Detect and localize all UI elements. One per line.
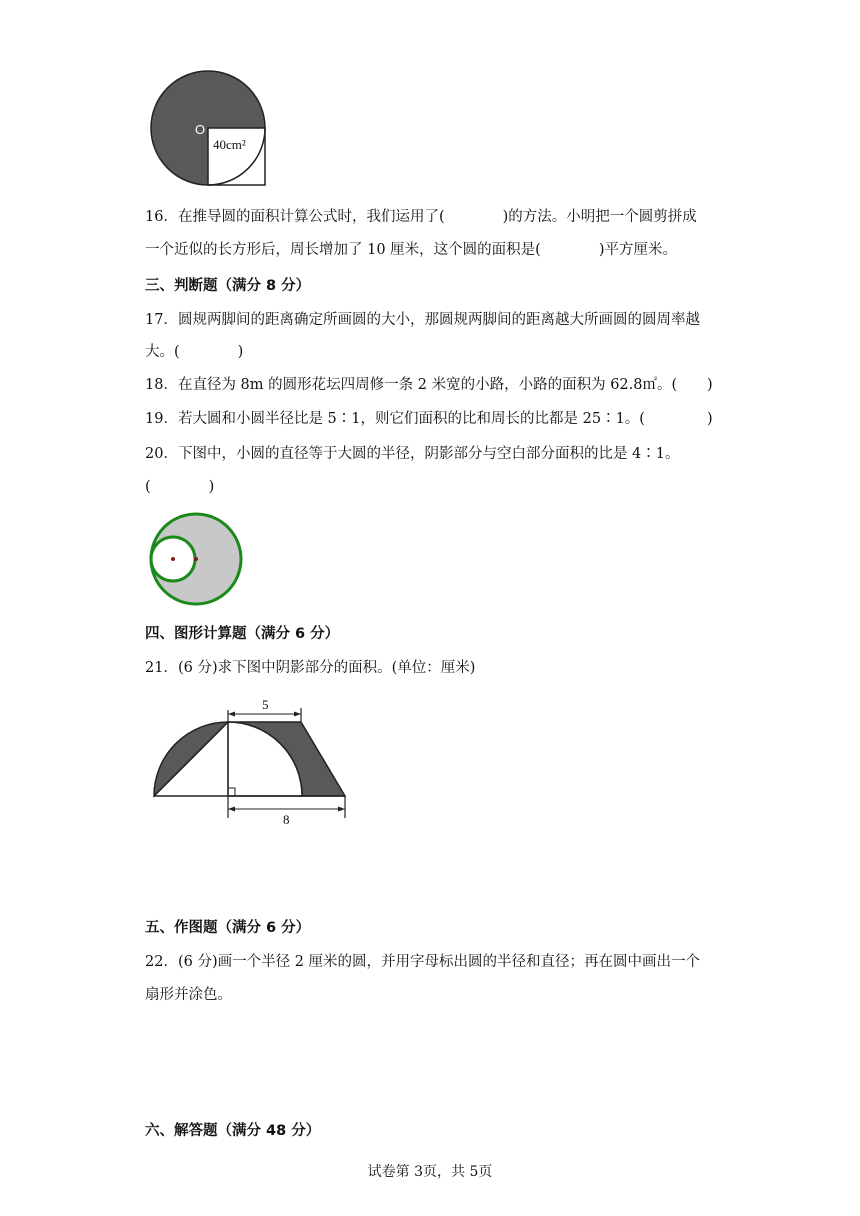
center-label-o: O [195,122,206,137]
circle-square-figure [150,70,272,190]
q22-line2: 扇形并涂色。 [145,987,232,1003]
small-center-dot [171,557,175,561]
page-footer: 试卷第 3页，共 5页 [367,1164,493,1180]
bottom-dim-arrow-left [228,807,235,812]
q16-line2: 一个近似的长方形后，周长增加了 10 厘米，这个圆的面积是( )平方厘米。 [145,242,677,258]
square-area-label: 40cm² [213,137,246,152]
bottom-dim-arrow-right [338,807,345,812]
q18-close-paren: ) [707,377,713,393]
top-dim-arrow-right [294,712,301,717]
q19-text: 19．若大圆和小圆半径比是 5∶1，则它们面积的比和周长的比都是 25∶1。( [145,411,645,427]
q17-line1: 17．圆规两脚间的距离确定所画圆的大小，那圆规两脚间的距离越大所画圆的圆周率越 [145,312,700,328]
q18-text: 18．在直径为 8m 的圆形花坛四周修一条 2 米宽的小路，小路的面积为 62.8㎡。( [145,377,678,393]
q20-line2: ( ) [145,479,215,495]
semicircle-trapezoid-figure [150,696,350,828]
top-dim-arrow-left [228,712,235,717]
q16-line1: 16．在推导圆的面积计算公式时，我们运用了( )的方法。小明把一个圆剪拼成 [145,209,697,225]
q22-line1: 22．(6 分)画一个半径 2 厘米的圆，并用字母标出圆的半径和直径；再在圆中画出一个 [145,954,701,970]
q21-text: 21．(6 分)求下图中阴影部分的面积。(单位：厘米) [145,660,476,676]
q19-close-paren: ) [707,411,713,427]
q17-line2: 大。( ) [145,344,244,360]
top-dim-label: 5 [262,697,269,712]
q20-line1: 20．下图中，小圆的直径等于大圆的半径，阴影部分与空白部分面积的比是 4∶1。 [145,446,680,462]
bottom-dim-label: 8 [283,812,290,827]
two-circles-figure [148,512,246,608]
section4-title: 四、图形计算题（满分 6 分） [145,626,340,642]
section6-title: 六、解答题（满分 48 分） [145,1123,321,1139]
big-center-dot [194,557,198,561]
section3-title: 三、判断题（满分 8 分） [145,278,311,294]
section5-title: 五、作图题（满分 6 分） [145,920,311,936]
